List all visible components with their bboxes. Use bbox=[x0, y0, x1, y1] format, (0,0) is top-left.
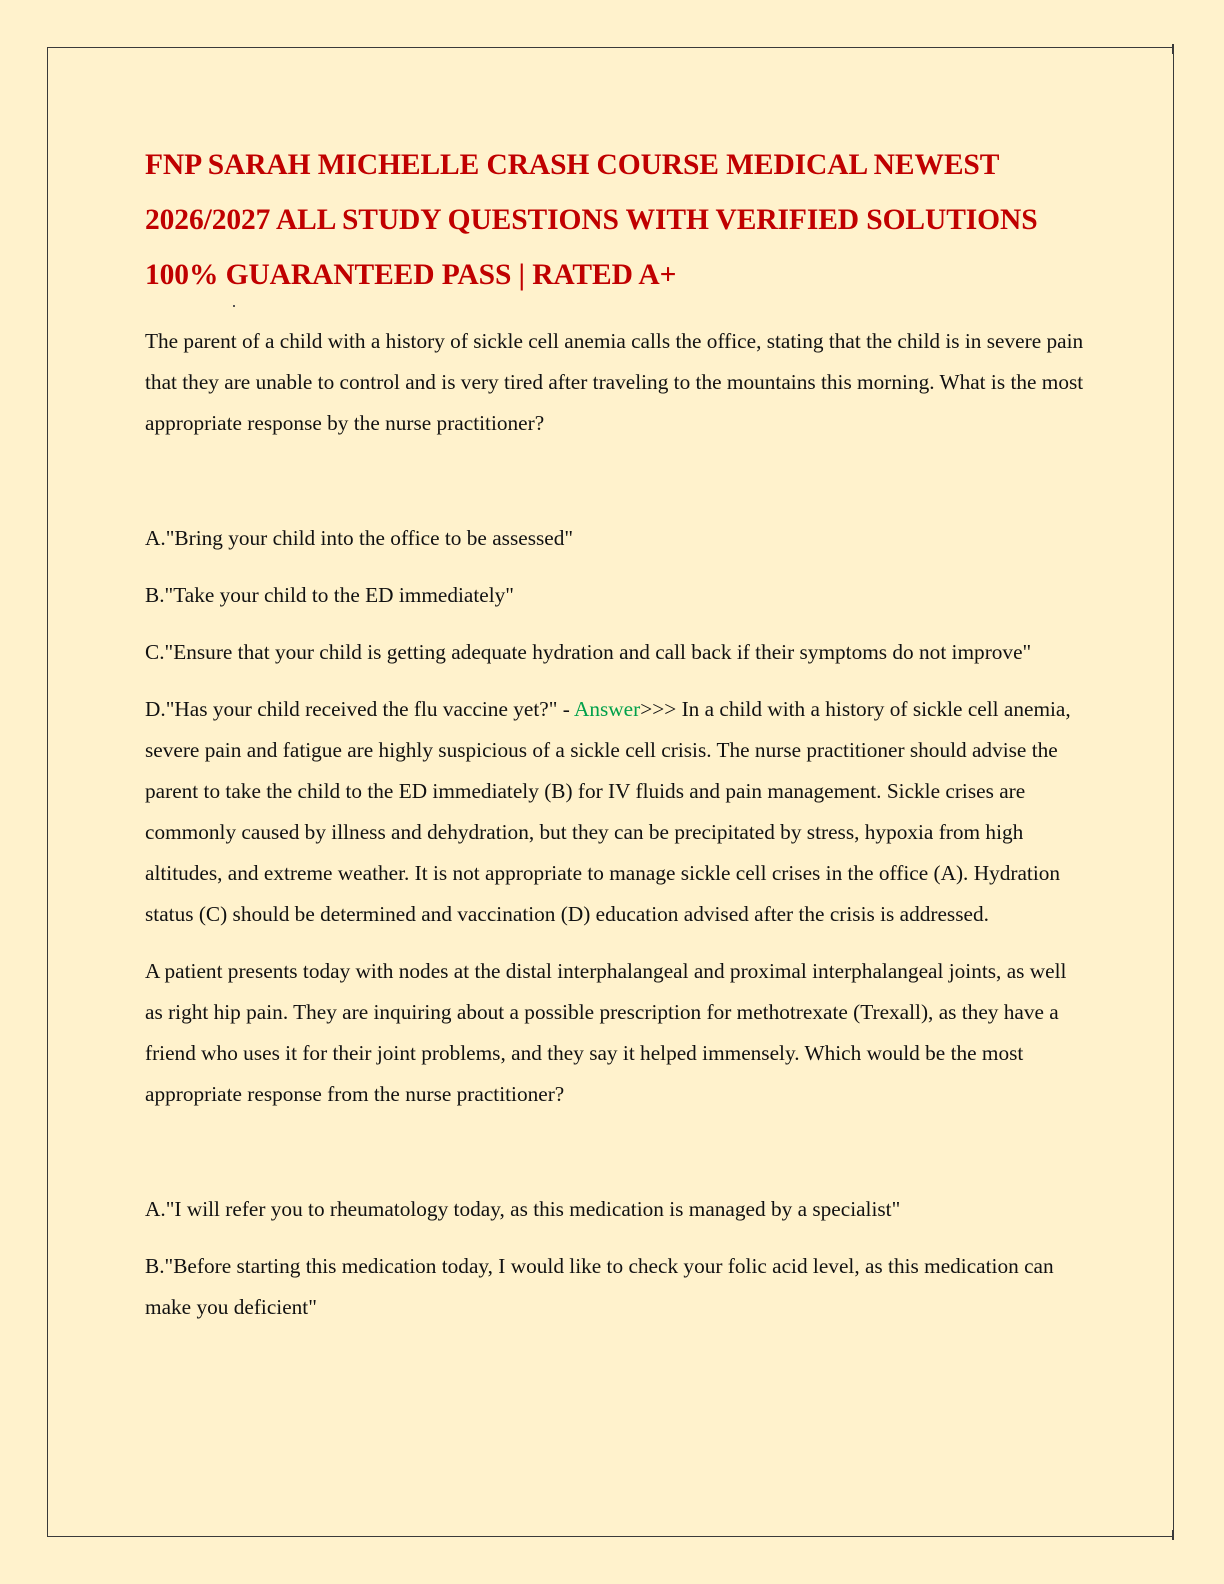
document-title: FNP SARAH MICHELLE CRASH COURSE MEDICAL NEWEST 2026/2027 ALL STUDY QUESTIONS WITH VERIFIED SOLUTIONS 100% GUARANTEED PASS | RATED A+ bbox=[145, 149, 1038, 291]
question-1-stem: The parent of a child with a history of sickle cell anemia calls the office, stating that the child is in severe pain that they are unable to control and is very tired after traveling to the mountains this morning. What is the most appropriate response by the nurse practitioner? bbox=[145, 329, 1084, 435]
question-1-option-c: C."Ensure that your child is getting adequate hydration and call back if their symptoms do not improve" bbox=[145, 640, 1032, 664]
question-2-stem: A patient presents today with nodes at the distal interphalangeal and proximal interphalangeal joints, as well as right hip pain. They are inquiring about a possible prescription for methotrexate (Trexall), as they have a friend who uses it for their joint problems, and they say it helped immensely. Which would be the most appropriate response from the nurse practitioner? bbox=[145, 959, 1067, 1106]
question-2-option-b: B."Before starting this medication today, I would like to check your folic acid level, as this medication can make you deficient" bbox=[145, 1254, 1054, 1319]
stray-mark bbox=[145, 303, 1085, 321]
border-corner-mark bbox=[1172, 44, 1174, 54]
question-1-option-a: A."Bring your child into the office to be assessed" bbox=[145, 526, 574, 550]
question-1-option-d: D."Has your child received the flu vaccine yet?" - bbox=[145, 697, 574, 721]
question-2-option-a: A."I will refer you to rheumatology today, as this medication is managed by a specialist" bbox=[145, 1197, 901, 1221]
answer-label: Answer bbox=[573, 697, 641, 721]
border-corner-mark bbox=[1172, 1530, 1174, 1540]
answer-explanation: >>> In a child with a history of sickle cell anemia, severe pain and fatigue are highly suspicious of a sickle cell crisis. The nurse practitioner should advise the parent to take the child to the ED immediately (B) for IV fluids and pain management. Sickle crises are commonly caused by illness and dehydration, but they can be precipitated by stress, hypoxia from high altitudes, and extreme weather. It is not appropriate to manage sickle cell crises in the office (A). Hydration status (C) should be determined and vaccination (D) education advised after the crisis is addressed. bbox=[145, 697, 1071, 926]
document-body bbox=[145, 138, 1085, 1328]
question-1-option-b: B."Take your child to the ED immediately" bbox=[145, 583, 514, 607]
question-1-option-d-with-answer bbox=[145, 689, 1085, 935]
